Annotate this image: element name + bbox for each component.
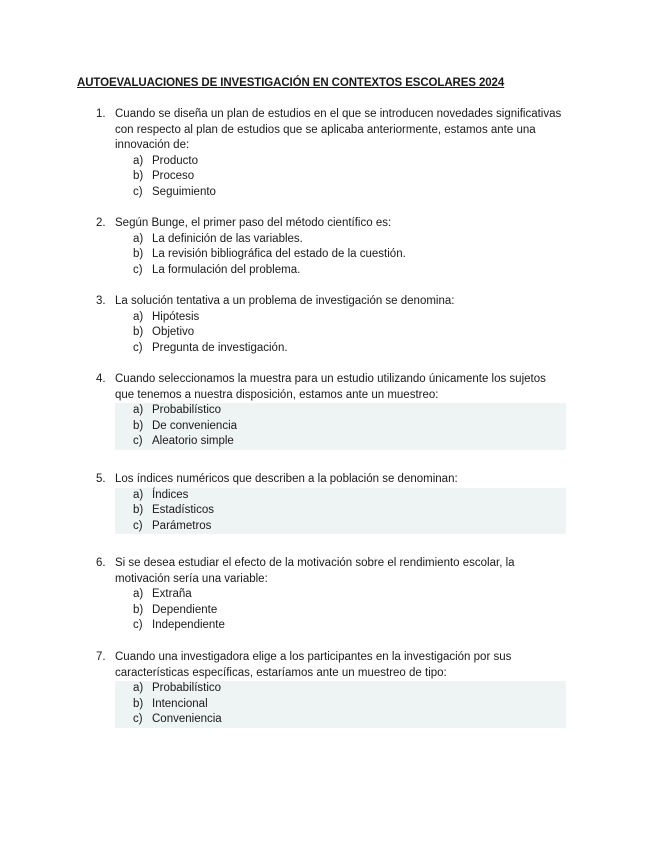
option-letter: a): [133, 488, 144, 501]
option-b: [133, 247, 566, 263]
option-text: Intencional: [152, 697, 208, 710]
question-7: [96, 650, 566, 728]
option-text: Hipótesis: [152, 310, 200, 323]
option-text: La formulación del problema.: [152, 263, 301, 276]
option-letter: a): [133, 154, 144, 167]
option-c: [133, 341, 566, 357]
option-text: De conveniencia: [152, 419, 238, 432]
option-text: Probabilístico: [152, 682, 222, 695]
option-b: [133, 169, 566, 185]
option-list: [115, 681, 566, 728]
question-text: Si se desea estudiar el efecto de la motivación sobre el rendimiento escolar, la motivación sería una variable:: [115, 557, 515, 585]
question-text: Según Bunge, el primer paso del método científico es:: [115, 217, 392, 229]
option-text: Objetivo: [152, 326, 195, 339]
option-text: Proceso: [152, 170, 195, 183]
option-text: Independiente: [152, 619, 225, 632]
question-5: [96, 472, 566, 534]
question-number: 2.: [96, 217, 106, 229]
option-a: [133, 681, 566, 697]
option-letter: b): [133, 419, 144, 432]
option-b: [133, 603, 566, 619]
question-number: 7.: [96, 651, 106, 663]
option-b: [133, 419, 566, 435]
option-text: La revisión bibliográfica del estado de la cuestión.: [152, 248, 406, 261]
option-letter: b): [133, 170, 144, 183]
question-4: [96, 372, 566, 450]
option-letter: a): [133, 682, 144, 695]
option-c: [133, 434, 566, 450]
option-text: Conveniencia: [152, 713, 222, 726]
question-text: Los índices numéricos que describen a la población se denominan:: [115, 473, 458, 485]
option-list: [115, 154, 566, 201]
option-c: [133, 185, 566, 201]
option-c: [133, 263, 566, 279]
option-letter: c): [133, 185, 143, 198]
option-b: [133, 325, 566, 341]
question-number: 1.: [96, 108, 106, 120]
option-a: [133, 232, 566, 248]
option-letter: a): [133, 588, 144, 601]
document-title: AUTOEVALUACIONES DE INVESTIGACIÓN EN CONTEXTOS ESCOLARES 2024: [77, 77, 505, 89]
option-c: [133, 712, 566, 728]
question-6: [96, 556, 566, 634]
question-number: 5.: [96, 473, 106, 485]
option-text: Parámetros: [152, 519, 212, 532]
question-text: Cuando seleccionamos la muestra para un estudio utilizando únicamente los sujetos que tenemos a nuestra disposición, estamos ante un muestreo:: [115, 373, 546, 401]
question-1: [96, 107, 566, 201]
option-letter: a): [133, 404, 144, 417]
option-c: [133, 618, 566, 634]
option-list: [115, 587, 566, 634]
option-c: [133, 519, 566, 535]
option-list: [115, 403, 566, 450]
option-letter: b): [133, 326, 144, 339]
option-list: [115, 232, 566, 279]
option-text: Índices: [152, 488, 189, 501]
option-letter: c): [133, 263, 143, 276]
option-b: [133, 503, 566, 519]
question-3: [96, 294, 566, 356]
option-letter: c): [133, 713, 143, 726]
option-b: [133, 697, 566, 713]
option-letter: c): [133, 619, 143, 632]
question-2: [96, 216, 566, 278]
option-letter: b): [133, 603, 144, 616]
question-number: 3.: [96, 295, 106, 307]
option-text: La definición de las variables.: [152, 232, 303, 245]
option-a: [133, 310, 566, 326]
option-list: [115, 310, 566, 357]
option-letter: c): [133, 519, 143, 532]
option-text: Dependiente: [152, 603, 218, 616]
option-letter: b): [133, 504, 144, 517]
option-a: [133, 587, 566, 603]
option-text: Producto: [152, 154, 199, 167]
option-a: [133, 403, 566, 419]
question-number: 6.: [96, 557, 106, 569]
option-letter: c): [133, 435, 143, 448]
option-letter: b): [133, 248, 144, 261]
question-text: La solución tentativa a un problema de investigación se denomina:: [115, 295, 455, 307]
option-text: Seguimiento: [152, 185, 216, 198]
option-letter: a): [133, 310, 144, 323]
option-letter: c): [133, 341, 143, 354]
option-letter: b): [133, 697, 144, 710]
option-text: Pregunta de investigación.: [152, 341, 288, 354]
option-text: Probabilístico: [152, 404, 222, 417]
option-text: Aleatorio simple: [152, 435, 234, 448]
option-a: [133, 488, 566, 504]
option-text: Estadísticos: [152, 504, 214, 517]
option-list: [115, 488, 566, 535]
option-text: Extraña: [152, 588, 192, 601]
question-number: 4.: [96, 373, 106, 385]
question-text: Cuando se diseña un plan de estudios en el que se introducen novedades significativas con respecto al plan de estudios que se aplicaba anteriormente, estamos ante una innovación de:: [115, 108, 562, 152]
option-a: [133, 154, 566, 170]
question-text: Cuando una investigadora elige a los participantes en la investigación por sus características específicas, estaríamos ante un muestreo de tipo:: [115, 651, 512, 679]
option-letter: a): [133, 232, 144, 245]
